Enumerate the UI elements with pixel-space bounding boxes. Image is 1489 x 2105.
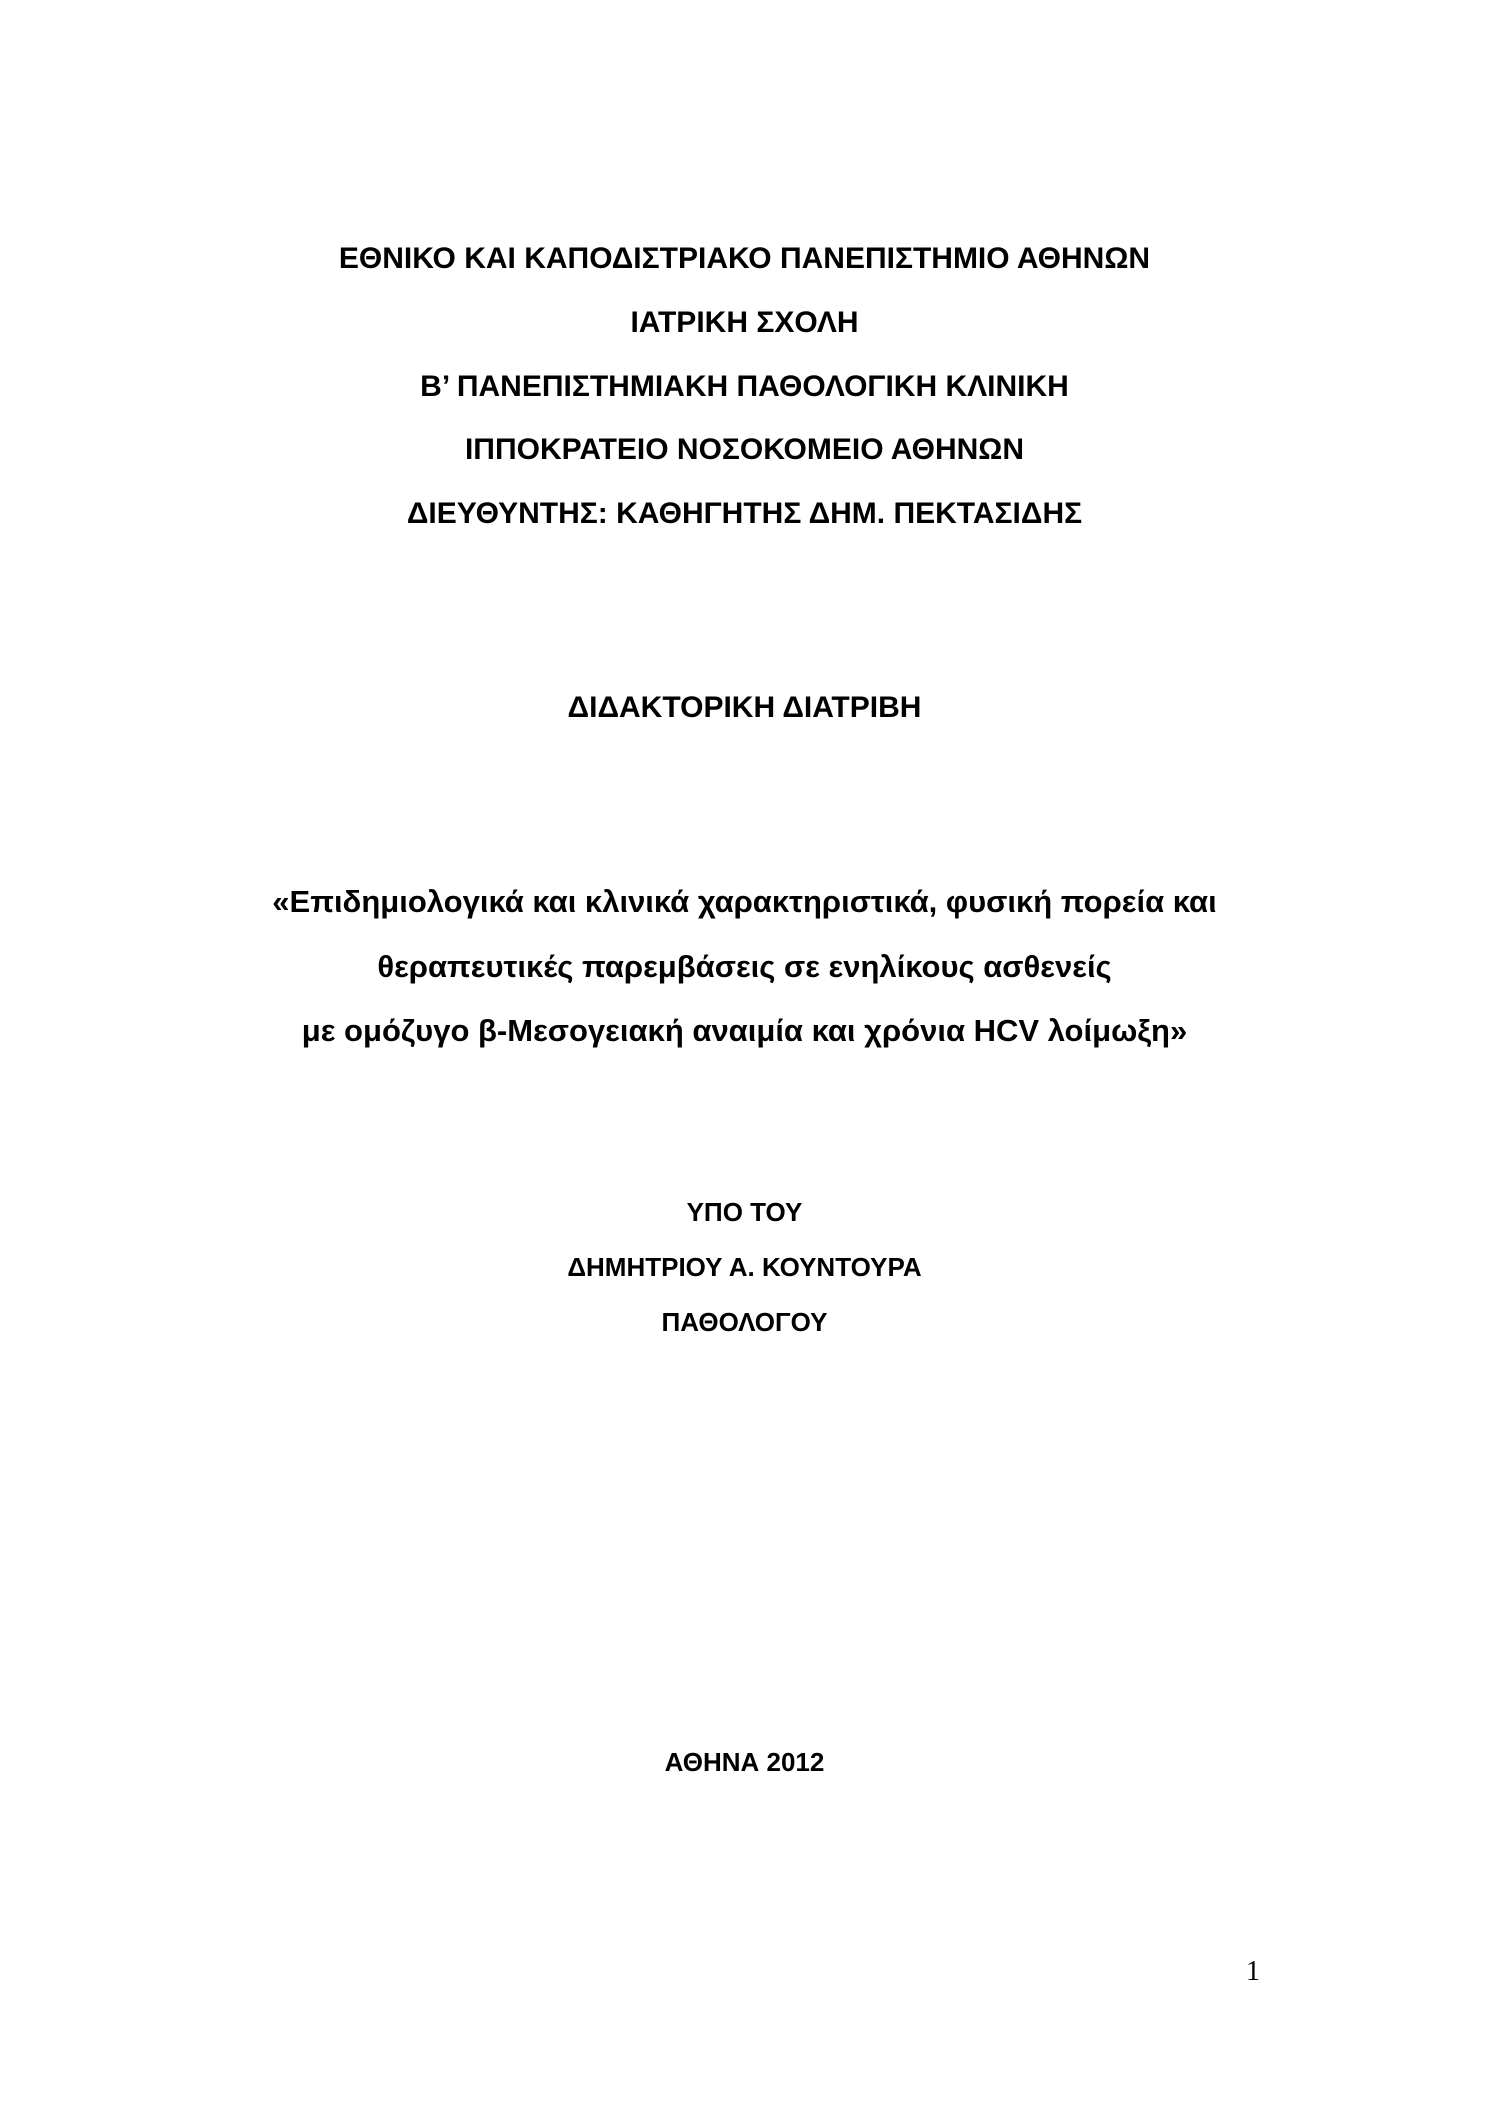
by-label: ΥΠΟ ΤΟΥ: [686, 1197, 803, 1227]
clinic-name: Β’ ΠΑΝΕΠΙΣΤΗΜΙΑΚΗ ΠΑΘΟΛΟΓΙΚΗ ΚΛΙΝΙΚΗ: [420, 370, 1069, 403]
author-name: ΔΗΜΗΤΡΙΟΥ Α. ΚΟΥΝΤΟΥΡΑ: [567, 1252, 922, 1282]
school-name: ΙΑΤΡΙΚΗ ΣΧΟΛΗ: [630, 306, 859, 339]
university-name: ΕΘΝΙΚΟ ΚΑΙ ΚΑΠΟΔΙΣΤΡΙΑΚΟ ΠΑΝΕΠΙΣΤΗΜΙΟ ΑΘΗΝΩΝ: [338, 242, 1151, 275]
place-date: ΑΘΗΝΑ 2012: [664, 1747, 825, 1777]
thesis-title-line: με ομόζυγο β-Μεσογειακή αναιμία και χρόνια HCV λοίμωξη»: [301, 1013, 1188, 1048]
page-number: 1: [1246, 1956, 1260, 1987]
thesis-title-line: «Επιδημιολογικά και κλινικά χαρακτηριστικά, φυσική πορεία και: [272, 884, 1217, 919]
author-title: ΠΑΘΟΛΟΓΟΥ: [661, 1307, 828, 1337]
document-type: ΔΙΔΑΚΤΟΡΙΚΗ ΔΙΑΤΡΙΒΗ: [567, 691, 922, 724]
hospital-name: ΙΠΠΟΚΡΑΤΕΙΟ ΝΟΣΟΚΟΜΕΙΟ ΑΘΗΝΩΝ: [464, 433, 1025, 466]
director-line: ΔΙΕΥΘΥΝΤΗΣ: ΚΑΘΗΓΗΤΗΣ ΔΗΜ. ΠΕΚΤΑΣΙΔΗΣ: [406, 497, 1083, 530]
thesis-title-line: θεραπευτικές παρεμβάσεις σε ενηλίκους ασθενείς: [377, 949, 1112, 984]
